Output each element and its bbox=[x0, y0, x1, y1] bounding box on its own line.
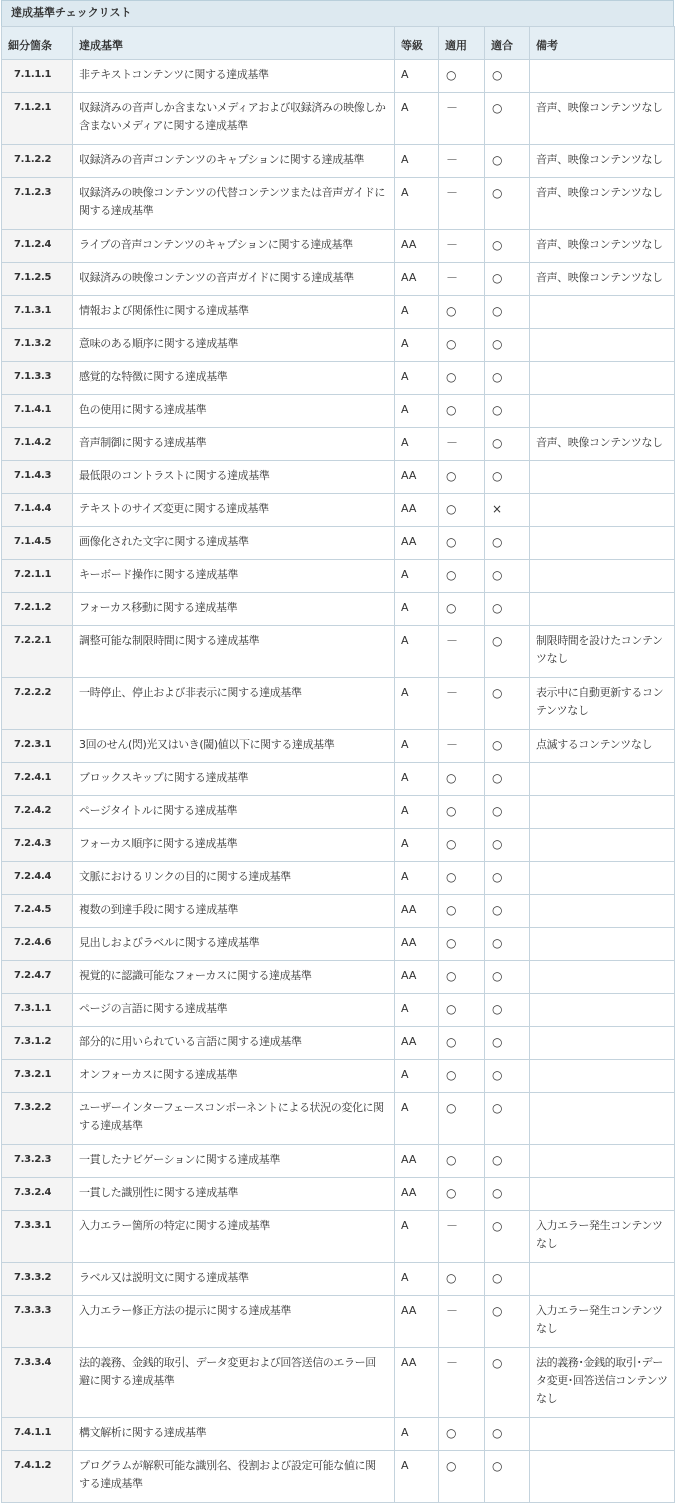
section-cell: 7.2.4.7 bbox=[2, 961, 73, 994]
section-cell: 7.1.1.1 bbox=[2, 60, 73, 93]
table-row bbox=[2, 362, 675, 395]
conformance-cell: ○ bbox=[485, 928, 530, 961]
table-row bbox=[2, 678, 675, 730]
level-cell: A bbox=[395, 730, 439, 763]
level-cell: AA bbox=[395, 1145, 439, 1178]
criterion-cell: 部分的に用いられている言語に関する達成基準 bbox=[73, 1027, 395, 1060]
applicable-cell: ○ bbox=[439, 593, 485, 626]
criterion-cell: 調整可能な制限時間に関する達成基準 bbox=[73, 626, 395, 678]
section-cell: 7.3.2.2 bbox=[2, 1093, 73, 1145]
table-row bbox=[2, 560, 675, 593]
level-cell: A bbox=[395, 1093, 439, 1145]
section-cell: 7.2.4.2 bbox=[2, 796, 73, 829]
notes-cell: 音声、映像コンテンツなし bbox=[530, 428, 675, 461]
notes-cell bbox=[530, 494, 675, 527]
section-cell: 7.2.4.3 bbox=[2, 829, 73, 862]
applicable-cell: － bbox=[439, 1348, 485, 1418]
level-cell: A bbox=[395, 428, 439, 461]
notes-cell: 制限時間を設けたコンテンツなし bbox=[530, 626, 675, 678]
conformance-cell: ○ bbox=[485, 329, 530, 362]
notes-cell bbox=[530, 560, 675, 593]
criterion-cell: 収録済みの音声しか含まないメディアおよび収録済みの映像しか含まないメディアに関する達成基準 bbox=[73, 93, 395, 145]
conformance-cell: ○ bbox=[485, 1027, 530, 1060]
applicable-cell: ○ bbox=[439, 796, 485, 829]
conformance-cell: ○ bbox=[485, 1178, 530, 1211]
conformance-cell: ○ bbox=[485, 1211, 530, 1263]
applicable-cell: － bbox=[439, 678, 485, 730]
conformance-cell: ○ bbox=[485, 730, 530, 763]
table-row bbox=[2, 928, 675, 961]
section-cell: 7.1.2.4 bbox=[2, 230, 73, 263]
conformance-cell: ○ bbox=[485, 428, 530, 461]
criterion-cell: ユーザーインターフェースコンポーネントによる状況の変化に関する達成基準 bbox=[73, 1093, 395, 1145]
level-cell: AA bbox=[395, 494, 439, 527]
section-cell: 7.3.3.3 bbox=[2, 1296, 73, 1348]
applicable-cell: ○ bbox=[439, 1145, 485, 1178]
conformance-cell: ○ bbox=[485, 1093, 530, 1145]
criterion-cell: 収録済みの映像コンテンツの音声ガイドに関する達成基準 bbox=[73, 263, 395, 296]
applicable-cell: － bbox=[439, 626, 485, 678]
applicable-cell: － bbox=[439, 178, 485, 230]
notes-cell bbox=[530, 829, 675, 862]
criterion-cell: 入力エラー修正方法の提示に関する達成基準 bbox=[73, 1296, 395, 1348]
header-section: 細分箇条 bbox=[2, 27, 73, 60]
criterion-cell: 意味のある順序に関する達成基準 bbox=[73, 329, 395, 362]
notes-cell: 音声、映像コンテンツなし bbox=[530, 178, 675, 230]
conformance-cell: × bbox=[485, 494, 530, 527]
applicable-cell: ○ bbox=[439, 829, 485, 862]
criterion-cell: ラベル又は説明文に関する達成基準 bbox=[73, 1263, 395, 1296]
conformance-cell: ○ bbox=[485, 994, 530, 1027]
table-row bbox=[2, 862, 675, 895]
table-row bbox=[2, 730, 675, 763]
applicable-cell: ○ bbox=[439, 928, 485, 961]
notes-cell bbox=[530, 1178, 675, 1211]
level-cell: A bbox=[395, 1211, 439, 1263]
level-cell: A bbox=[395, 395, 439, 428]
applicable-cell: ○ bbox=[439, 862, 485, 895]
level-cell: A bbox=[395, 560, 439, 593]
conformance-cell: ○ bbox=[485, 895, 530, 928]
applicable-cell: － bbox=[439, 1211, 485, 1263]
criterion-cell: 非テキストコンテンツに関する達成基準 bbox=[73, 60, 395, 93]
level-cell: A bbox=[395, 362, 439, 395]
criterion-cell: 情報および関係性に関する達成基準 bbox=[73, 296, 395, 329]
conformance-cell: ○ bbox=[485, 560, 530, 593]
applicable-cell: ○ bbox=[439, 1060, 485, 1093]
criterion-cell: キーボード操作に関する達成基準 bbox=[73, 560, 395, 593]
conformance-cell: ○ bbox=[485, 678, 530, 730]
notes-cell: 入力エラー発生コンテンツなし bbox=[530, 1296, 675, 1348]
conformance-cell: ○ bbox=[485, 1451, 530, 1503]
conformance-cell: ○ bbox=[485, 626, 530, 678]
notes-cell bbox=[530, 796, 675, 829]
criterion-cell: 最低限のコントラストに関する達成基準 bbox=[73, 461, 395, 494]
header-criterion: 達成基準 bbox=[73, 27, 395, 60]
table-row bbox=[2, 1296, 675, 1348]
notes-cell bbox=[530, 527, 675, 560]
notes-cell bbox=[530, 1451, 675, 1503]
notes-cell bbox=[530, 593, 675, 626]
table-row bbox=[2, 296, 675, 329]
applicable-cell: － bbox=[439, 428, 485, 461]
section-cell: 7.2.3.1 bbox=[2, 730, 73, 763]
level-cell: AA bbox=[395, 895, 439, 928]
conformance-cell: ○ bbox=[485, 763, 530, 796]
header-notes: 備考 bbox=[530, 27, 675, 60]
level-cell: A bbox=[395, 93, 439, 145]
notes-cell bbox=[530, 1263, 675, 1296]
notes-cell: 法的義務･金銭的取引･データ変更･回答送信コンテンツなし bbox=[530, 1348, 675, 1418]
level-cell: A bbox=[395, 678, 439, 730]
notes-cell bbox=[530, 362, 675, 395]
criterion-cell: ブロックスキップに関する達成基準 bbox=[73, 763, 395, 796]
table-row bbox=[2, 796, 675, 829]
section-cell: 7.3.2.4 bbox=[2, 1178, 73, 1211]
applicable-cell: ○ bbox=[439, 1093, 485, 1145]
table-row bbox=[2, 1263, 675, 1296]
table-row bbox=[2, 626, 675, 678]
section-cell: 7.1.4.3 bbox=[2, 461, 73, 494]
conformance-cell: ○ bbox=[485, 263, 530, 296]
applicable-cell: ○ bbox=[439, 494, 485, 527]
notes-cell bbox=[530, 1027, 675, 1060]
notes-cell bbox=[530, 994, 675, 1027]
applicable-cell: － bbox=[439, 230, 485, 263]
notes-cell bbox=[530, 1145, 675, 1178]
notes-cell: 点滅するコンテンツなし bbox=[530, 730, 675, 763]
level-cell: AA bbox=[395, 527, 439, 560]
conformance-cell: ○ bbox=[485, 178, 530, 230]
notes-cell bbox=[530, 60, 675, 93]
criterion-cell: フォーカス移動に関する達成基準 bbox=[73, 593, 395, 626]
section-cell: 7.1.3.2 bbox=[2, 329, 73, 362]
level-cell: A bbox=[395, 763, 439, 796]
conformance-cell: ○ bbox=[485, 145, 530, 178]
conformance-cell: ○ bbox=[485, 461, 530, 494]
section-cell: 7.3.3.2 bbox=[2, 1263, 73, 1296]
level-cell: AA bbox=[395, 230, 439, 263]
table-row bbox=[2, 527, 675, 560]
section-cell: 7.1.3.3 bbox=[2, 362, 73, 395]
section-cell: 7.3.3.4 bbox=[2, 1348, 73, 1418]
criterion-cell: 視覚的に認識可能なフォーカスに関する達成基準 bbox=[73, 961, 395, 994]
applicable-cell: ○ bbox=[439, 961, 485, 994]
table-row bbox=[2, 829, 675, 862]
criterion-cell: ライブの音声コンテンツのキャプションに関する達成基準 bbox=[73, 230, 395, 263]
notes-cell bbox=[530, 928, 675, 961]
criterion-cell: 色の使用に関する達成基準 bbox=[73, 395, 395, 428]
conformance-cell: ○ bbox=[485, 1060, 530, 1093]
table-row bbox=[2, 329, 675, 362]
applicable-cell: ○ bbox=[439, 395, 485, 428]
applicable-cell: ○ bbox=[439, 60, 485, 93]
conformance-cell: ○ bbox=[485, 796, 530, 829]
conformance-cell: ○ bbox=[485, 1145, 530, 1178]
conformance-cell: ○ bbox=[485, 60, 530, 93]
table-caption: 達成基準チェックリスト bbox=[1, 0, 674, 26]
applicable-cell: － bbox=[439, 1296, 485, 1348]
criterion-cell: テキストのサイズ変更に関する達成基準 bbox=[73, 494, 395, 527]
conformance-cell: ○ bbox=[485, 829, 530, 862]
checklist-table bbox=[1, 26, 675, 1503]
header-conformance: 適合 bbox=[485, 27, 530, 60]
criterion-cell: ページの言語に関する達成基準 bbox=[73, 994, 395, 1027]
criterion-cell: 一貫したナビゲーションに関する達成基準 bbox=[73, 1145, 395, 1178]
criterion-cell: 収録済みの映像コンテンツの代替コンテンツまたは音声ガイドに関する達成基準 bbox=[73, 178, 395, 230]
conformance-cell: ○ bbox=[485, 961, 530, 994]
conformance-cell: ○ bbox=[485, 1263, 530, 1296]
section-cell: 7.4.1.1 bbox=[2, 1418, 73, 1451]
criterion-cell: 法的義務、金銭的取引、データ変更および回答送信のエラー回避に関する達成基準 bbox=[73, 1348, 395, 1418]
notes-cell: 音声、映像コンテンツなし bbox=[530, 263, 675, 296]
table-row bbox=[2, 994, 675, 1027]
level-cell: A bbox=[395, 1451, 439, 1503]
table-row bbox=[2, 593, 675, 626]
conformance-cell: ○ bbox=[485, 296, 530, 329]
section-cell: 7.2.4.1 bbox=[2, 763, 73, 796]
applicable-cell: ○ bbox=[439, 994, 485, 1027]
table-row bbox=[2, 395, 675, 428]
applicable-cell: ○ bbox=[439, 895, 485, 928]
applicable-cell: ○ bbox=[439, 296, 485, 329]
section-cell: 7.3.1.2 bbox=[2, 1027, 73, 1060]
criterion-cell: 一時停止、停止および非表示に関する達成基準 bbox=[73, 678, 395, 730]
conformance-cell: ○ bbox=[485, 862, 530, 895]
table-row bbox=[2, 1418, 675, 1451]
conformance-cell: ○ bbox=[485, 395, 530, 428]
criterion-cell: 画像化された文字に関する達成基準 bbox=[73, 527, 395, 560]
table-row bbox=[2, 178, 675, 230]
notes-cell bbox=[530, 961, 675, 994]
applicable-cell: ○ bbox=[439, 1451, 485, 1503]
criterion-cell: オンフォーカスに関する達成基準 bbox=[73, 1060, 395, 1093]
level-cell: A bbox=[395, 796, 439, 829]
section-cell: 7.1.3.1 bbox=[2, 296, 73, 329]
conformance-cell: ○ bbox=[485, 527, 530, 560]
conformance-cell: ○ bbox=[485, 362, 530, 395]
criterion-cell: 感覚的な特徴に関する達成基準 bbox=[73, 362, 395, 395]
section-cell: 7.2.1.2 bbox=[2, 593, 73, 626]
table-row bbox=[2, 1451, 675, 1503]
level-cell: AA bbox=[395, 928, 439, 961]
section-cell: 7.1.2.2 bbox=[2, 145, 73, 178]
table-row bbox=[2, 60, 675, 93]
notes-cell bbox=[530, 395, 675, 428]
notes-cell bbox=[530, 1418, 675, 1451]
table-row bbox=[2, 961, 675, 994]
level-cell: A bbox=[395, 178, 439, 230]
applicable-cell: － bbox=[439, 93, 485, 145]
applicable-cell: － bbox=[439, 730, 485, 763]
table-row bbox=[2, 494, 675, 527]
level-cell: A bbox=[395, 329, 439, 362]
level-cell: AA bbox=[395, 1027, 439, 1060]
conformance-cell: ○ bbox=[485, 230, 530, 263]
table-row bbox=[2, 93, 675, 145]
notes-cell bbox=[530, 895, 675, 928]
notes-cell: 表示中に自動更新するコンテンツなし bbox=[530, 678, 675, 730]
section-cell: 7.3.3.1 bbox=[2, 1211, 73, 1263]
section-cell: 7.3.1.1 bbox=[2, 994, 73, 1027]
criterion-cell: 複数の到達手段に関する達成基準 bbox=[73, 895, 395, 928]
table-row bbox=[2, 1093, 675, 1145]
table-row bbox=[2, 1178, 675, 1211]
criterion-cell: 3回のせん(閃)光又はいき(閾)値以下に関する達成基準 bbox=[73, 730, 395, 763]
notes-cell bbox=[530, 763, 675, 796]
notes-cell: 音声、映像コンテンツなし bbox=[530, 93, 675, 145]
applicable-cell: ○ bbox=[439, 527, 485, 560]
section-cell: 7.1.4.1 bbox=[2, 395, 73, 428]
level-cell: AA bbox=[395, 1178, 439, 1211]
header-applicable: 適用 bbox=[439, 27, 485, 60]
header-level: 等級 bbox=[395, 27, 439, 60]
level-cell: A bbox=[395, 1418, 439, 1451]
section-cell: 7.1.4.4 bbox=[2, 494, 73, 527]
notes-cell bbox=[530, 296, 675, 329]
section-cell: 7.4.1.2 bbox=[2, 1451, 73, 1503]
criterion-cell: 文脈におけるリンクの目的に関する達成基準 bbox=[73, 862, 395, 895]
criterion-cell: ページタイトルに関する達成基準 bbox=[73, 796, 395, 829]
table-row bbox=[2, 1060, 675, 1093]
applicable-cell: ○ bbox=[439, 1418, 485, 1451]
section-cell: 7.2.2.1 bbox=[2, 626, 73, 678]
table-row bbox=[2, 1348, 675, 1418]
level-cell: A bbox=[395, 1060, 439, 1093]
applicable-cell: － bbox=[439, 263, 485, 296]
criterion-cell: 見出しおよびラベルに関する達成基準 bbox=[73, 928, 395, 961]
section-cell: 7.3.2.3 bbox=[2, 1145, 73, 1178]
notes-cell bbox=[530, 862, 675, 895]
criterion-cell: フォーカス順序に関する達成基準 bbox=[73, 829, 395, 862]
level-cell: A bbox=[395, 994, 439, 1027]
applicable-cell: ○ bbox=[439, 362, 485, 395]
notes-cell bbox=[530, 1060, 675, 1093]
notes-cell: 音声、映像コンテンツなし bbox=[530, 230, 675, 263]
section-cell: 7.2.4.4 bbox=[2, 862, 73, 895]
table-row bbox=[2, 763, 675, 796]
notes-cell: 入力エラー発生コンテンツなし bbox=[530, 1211, 675, 1263]
criterion-cell: プログラムが解釈可能な識別名、役割および設定可能な値に関する達成基準 bbox=[73, 1451, 395, 1503]
conformance-cell: ○ bbox=[485, 93, 530, 145]
level-cell: A bbox=[395, 296, 439, 329]
section-cell: 7.3.2.1 bbox=[2, 1060, 73, 1093]
table-row bbox=[2, 1027, 675, 1060]
applicable-cell: ○ bbox=[439, 1263, 485, 1296]
table-row bbox=[2, 145, 675, 178]
level-cell: AA bbox=[395, 263, 439, 296]
criterion-cell: 構文解析に関する達成基準 bbox=[73, 1418, 395, 1451]
level-cell: A bbox=[395, 829, 439, 862]
section-cell: 7.2.2.2 bbox=[2, 678, 73, 730]
level-cell: AA bbox=[395, 1348, 439, 1418]
section-cell: 7.2.1.1 bbox=[2, 560, 73, 593]
applicable-cell: － bbox=[439, 145, 485, 178]
level-cell: A bbox=[395, 60, 439, 93]
conformance-cell: ○ bbox=[485, 1418, 530, 1451]
table-row bbox=[2, 230, 675, 263]
table-row bbox=[2, 461, 675, 494]
criterion-cell: 一貫した識別性に関する達成基準 bbox=[73, 1178, 395, 1211]
level-cell: A bbox=[395, 1263, 439, 1296]
notes-cell bbox=[530, 461, 675, 494]
section-cell: 7.1.2.3 bbox=[2, 178, 73, 230]
level-cell: A bbox=[395, 593, 439, 626]
notes-cell bbox=[530, 329, 675, 362]
table-row bbox=[2, 1145, 675, 1178]
notes-cell: 音声、映像コンテンツなし bbox=[530, 145, 675, 178]
applicable-cell: ○ bbox=[439, 763, 485, 796]
notes-cell bbox=[530, 1093, 675, 1145]
level-cell: AA bbox=[395, 961, 439, 994]
section-cell: 7.2.4.5 bbox=[2, 895, 73, 928]
applicable-cell: ○ bbox=[439, 461, 485, 494]
section-cell: 7.1.4.2 bbox=[2, 428, 73, 461]
level-cell: A bbox=[395, 862, 439, 895]
section-cell: 7.1.4.5 bbox=[2, 527, 73, 560]
conformance-cell: ○ bbox=[485, 593, 530, 626]
level-cell: AA bbox=[395, 461, 439, 494]
table-row bbox=[2, 428, 675, 461]
level-cell: A bbox=[395, 626, 439, 678]
table-row bbox=[2, 263, 675, 296]
table-row bbox=[2, 895, 675, 928]
table-row bbox=[2, 1211, 675, 1263]
conformance-cell: ○ bbox=[485, 1296, 530, 1348]
level-cell: AA bbox=[395, 1296, 439, 1348]
applicable-cell: ○ bbox=[439, 1178, 485, 1211]
applicable-cell: ○ bbox=[439, 1027, 485, 1060]
criterion-cell: 収録済みの音声コンテンツのキャプションに関する達成基準 bbox=[73, 145, 395, 178]
applicable-cell: ○ bbox=[439, 329, 485, 362]
checklist-panel bbox=[1, 0, 674, 1503]
conformance-cell: ○ bbox=[485, 1348, 530, 1418]
criterion-cell: 音声制御に関する達成基準 bbox=[73, 428, 395, 461]
section-cell: 7.2.4.6 bbox=[2, 928, 73, 961]
criterion-cell: 入力エラー箇所の特定に関する達成基準 bbox=[73, 1211, 395, 1263]
level-cell: A bbox=[395, 145, 439, 178]
section-cell: 7.1.2.5 bbox=[2, 263, 73, 296]
section-cell: 7.1.2.1 bbox=[2, 93, 73, 145]
applicable-cell: ○ bbox=[439, 560, 485, 593]
header-row bbox=[2, 27, 675, 60]
